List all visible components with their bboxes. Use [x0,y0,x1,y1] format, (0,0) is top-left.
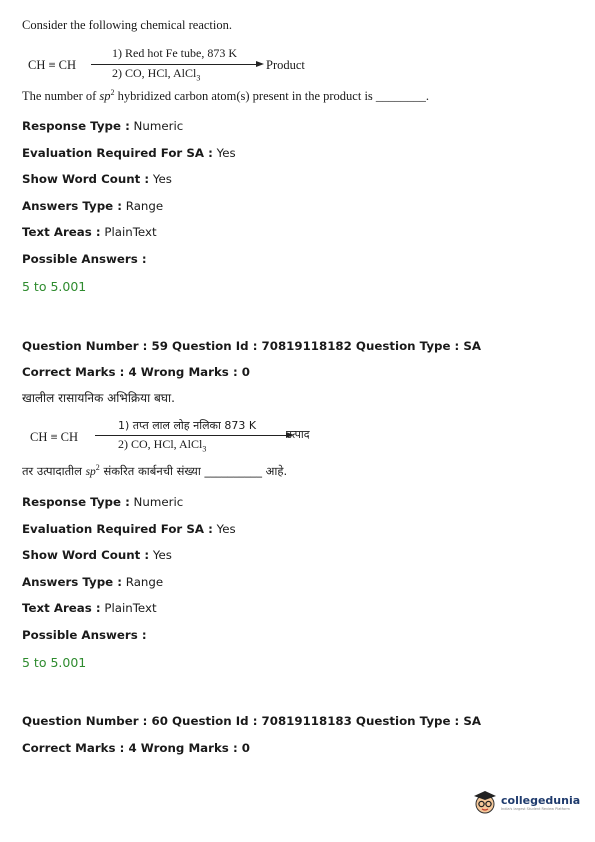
q59-answers-type: Answers Type : Range [22,575,164,589]
q58-possible-answer: 5 to 5.001 [22,279,87,294]
q58-reactant: CH ≡ CH [28,58,77,72]
q59-condition-2: 2) CO, HCl, AlCl$_3$ [118,437,207,454]
q58-text-areas: Text Areas : PlainText [22,225,157,239]
q58-stem: Consider the following chemical reaction. [22,18,233,32]
q58-arrow-head-icon [256,61,264,67]
q59-reaction [30,420,330,454]
q58-reaction-arrow [91,64,257,65]
collegedunia-logo [472,789,580,815]
q58-answers-type: Answers Type : Range [22,199,164,213]
q58-response-type: Response Type : Numeric [22,119,184,133]
q58-product: Product [266,58,305,72]
q58-word-count: Show Word Count : Yes [22,172,172,186]
q58-possible-answers-label: Possible Answers : [22,252,147,266]
q59-condition-1: 1) तप्त लाल लोह नलिका 873 K [118,419,257,432]
q59-reactant: CH ≡ CH [30,430,79,444]
q58-condition-1: 1) Red hot Fe tube, 873 K [112,46,237,60]
q59-response-type: Response Type : Numeric [22,495,184,509]
q59-stem: खालील रासायनिक अभिक्रिया बघा. [22,391,175,405]
logo-name: collegedunia [501,793,581,807]
graduate-mascot-icon [472,789,498,815]
q59-eval-required: Evaluation Required For SA : Yes [22,522,236,536]
q60-header: Question Number : 60 Question Id : 70819118183 Question Type : SA [22,714,482,728]
q59-possible-answers-label: Possible Answers : [22,628,147,642]
q59-reaction-arrow [95,435,287,436]
q58-question: The number of $sp^2$ hybridized carbon atom(s) present in the product is ________. [22,88,430,104]
logo-tagline: India's largest Student Review Platform [501,806,570,811]
q58-reaction [28,48,328,82]
q59-product: उत्पाद [286,428,310,441]
q59-question: तर उत्पादातील $sp^2$ संकरित कार्बनची संख्या __________ आहे. [22,463,288,478]
q58-condition-2: 2) CO, HCl, AlCl$_3$ [112,66,201,83]
q59-header: Question Number : 59 Question Id : 70819118182 Question Type : SA [22,339,482,353]
q59-marks: Correct Marks : 4 Wrong Marks : 0 [22,365,250,379]
q59-possible-answer: 5 to 5.001 [22,655,87,670]
q58-eval-required: Evaluation Required For SA : Yes [22,146,236,160]
q59-text-areas: Text Areas : PlainText [22,601,157,615]
q60-marks: Correct Marks : 4 Wrong Marks : 0 [22,741,250,755]
q59-word-count: Show Word Count : Yes [22,548,172,562]
